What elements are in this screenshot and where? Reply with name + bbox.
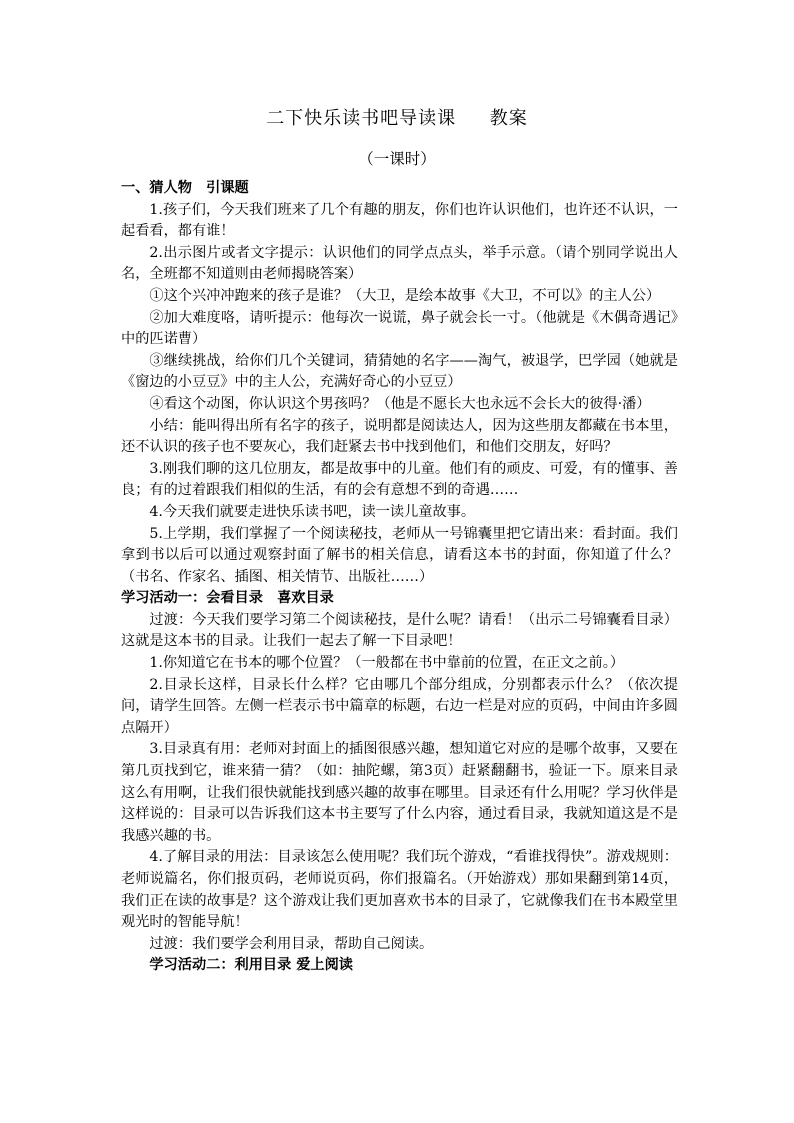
lesson-subtitle: （一课时） (358, 150, 436, 168)
section-heading: 学习活动一：会看目录 喜欢目录 (121, 590, 334, 607)
paragraph: 2.出示图片或者文字提示：认识他们的同学点点头，举手示意。（请个别同学说出人名，全班都不知道则由老师揭晓答案） (121, 244, 678, 283)
transition-paragraph: 过渡：今天我们要学习第二个阅读秘技，是什么呢？请看！（出示二号锦囊看目录）这就是这本书的目录。让我们一起去了解一下目录吧！ (121, 611, 678, 650)
lesson-body (121, 178, 678, 977)
paragraph: 1.孩子们，今天我们班来了几个有趣的朋友，你们也许认识他们，也许还不认识，一起看看，都有谁！ (121, 201, 678, 240)
summary-paragraph: 小结：能叫得出所有名字的孩子，说明都是阅读达人，因为这些朋友都藏在书本里，还不认识的孩子也不要灰心，我们赶紧去书中找到他们，和他们交朋友，好吗？ (121, 417, 678, 456)
paragraph: ③继续挑战，给你们几个关键词，猜猜她的名字——淘气，被退学，巴学园（她就是《窗边的小豆豆》中的主人公，充满好奇心的小豆豆） (121, 352, 678, 391)
transition-paragraph: 过渡：我们要学会利用目录，帮助自己阅读。 (149, 935, 434, 952)
paragraph: ④看这个动图，你认识这个男孩吗？（他是不愿长大也永远不会长大的彼得·潘） (149, 395, 651, 412)
lesson-title: 二下快乐读书吧导读课 教案 (266, 108, 528, 129)
paragraph: 5.上学期，我们掌握了一个阅读秘技，老师从一号锦囊里把它请出来：看封面。我们拿到书以后可以通过观察封面了解书的相关信息，请看这本书的封面，你知道了什么？（书名、作家名、插图、相关情节、出版社……） (121, 525, 678, 585)
paragraph: 3.目录真有用：老师对封面上的插图很感兴趣，想知道它对应的是哪个故事，又要在第几页找到它，谁来猜一猜？（如：抽陀螺，第3页）赶紧翻翻书，验证一下。原来目录这么有用啊，让我们很快就能找到感兴趣的故事在哪里。目录还有什么用呢？学习伙伴是这样说的：目录可以告诉我们这本书主要写了什么内容，通过看目录，我就知道这是不是我感兴趣的书。 (121, 741, 678, 844)
paragraph: 4.了解目录的用法：目录该怎么使用呢？我们玩个游戏，“看谁找得快”。游戏规则：老师说篇名，你们报页码，老师说页码，你们报篇名。（开始游戏）那如果翻到第14页，我们正在读的故事是？这个游戏让我们更加喜欢书本的目录了，它就像我们在书本殿堂里观光时的智能导航！ (121, 849, 678, 931)
section-heading: 学习活动二：利用目录 爱上阅读 (149, 957, 353, 974)
section-heading: 一、猜人物 引课题 (121, 180, 249, 196)
paragraph: 3.刚我们聊的这几位朋友，都是故事中的儿童。他们有的顽皮、可爱，有的懂事、善良；有的过着跟我们相似的生活，有的会有意想不到的奇遇…… (121, 460, 678, 499)
paragraph: ②加大难度咯，请听提示：他每次一说谎，鼻子就会长一寸。（他就是《木偶奇遇记》中的匹诺曹） (121, 309, 678, 348)
paragraph: 1.你知道它在书本的哪个位置？（一般都在书中靠前的位置，在正文之前。） (149, 655, 625, 672)
paragraph: 2.目录长这样，目录长什么样？它由哪几个部分组成，分别都表示什么？（依次提问，请学生回答。左侧一栏表示书中篇章的标题，右边一栏是对应的页码，中间由许多圆点隔开） (121, 676, 678, 736)
paragraph: ①这个兴冲冲跑来的孩子是谁？（大卫，是绘本故事《大卫，不可以》的主人公） (149, 287, 661, 304)
paragraph: 4.今天我们就要走进快乐读书吧，读一读儿童故事。 (149, 503, 476, 520)
